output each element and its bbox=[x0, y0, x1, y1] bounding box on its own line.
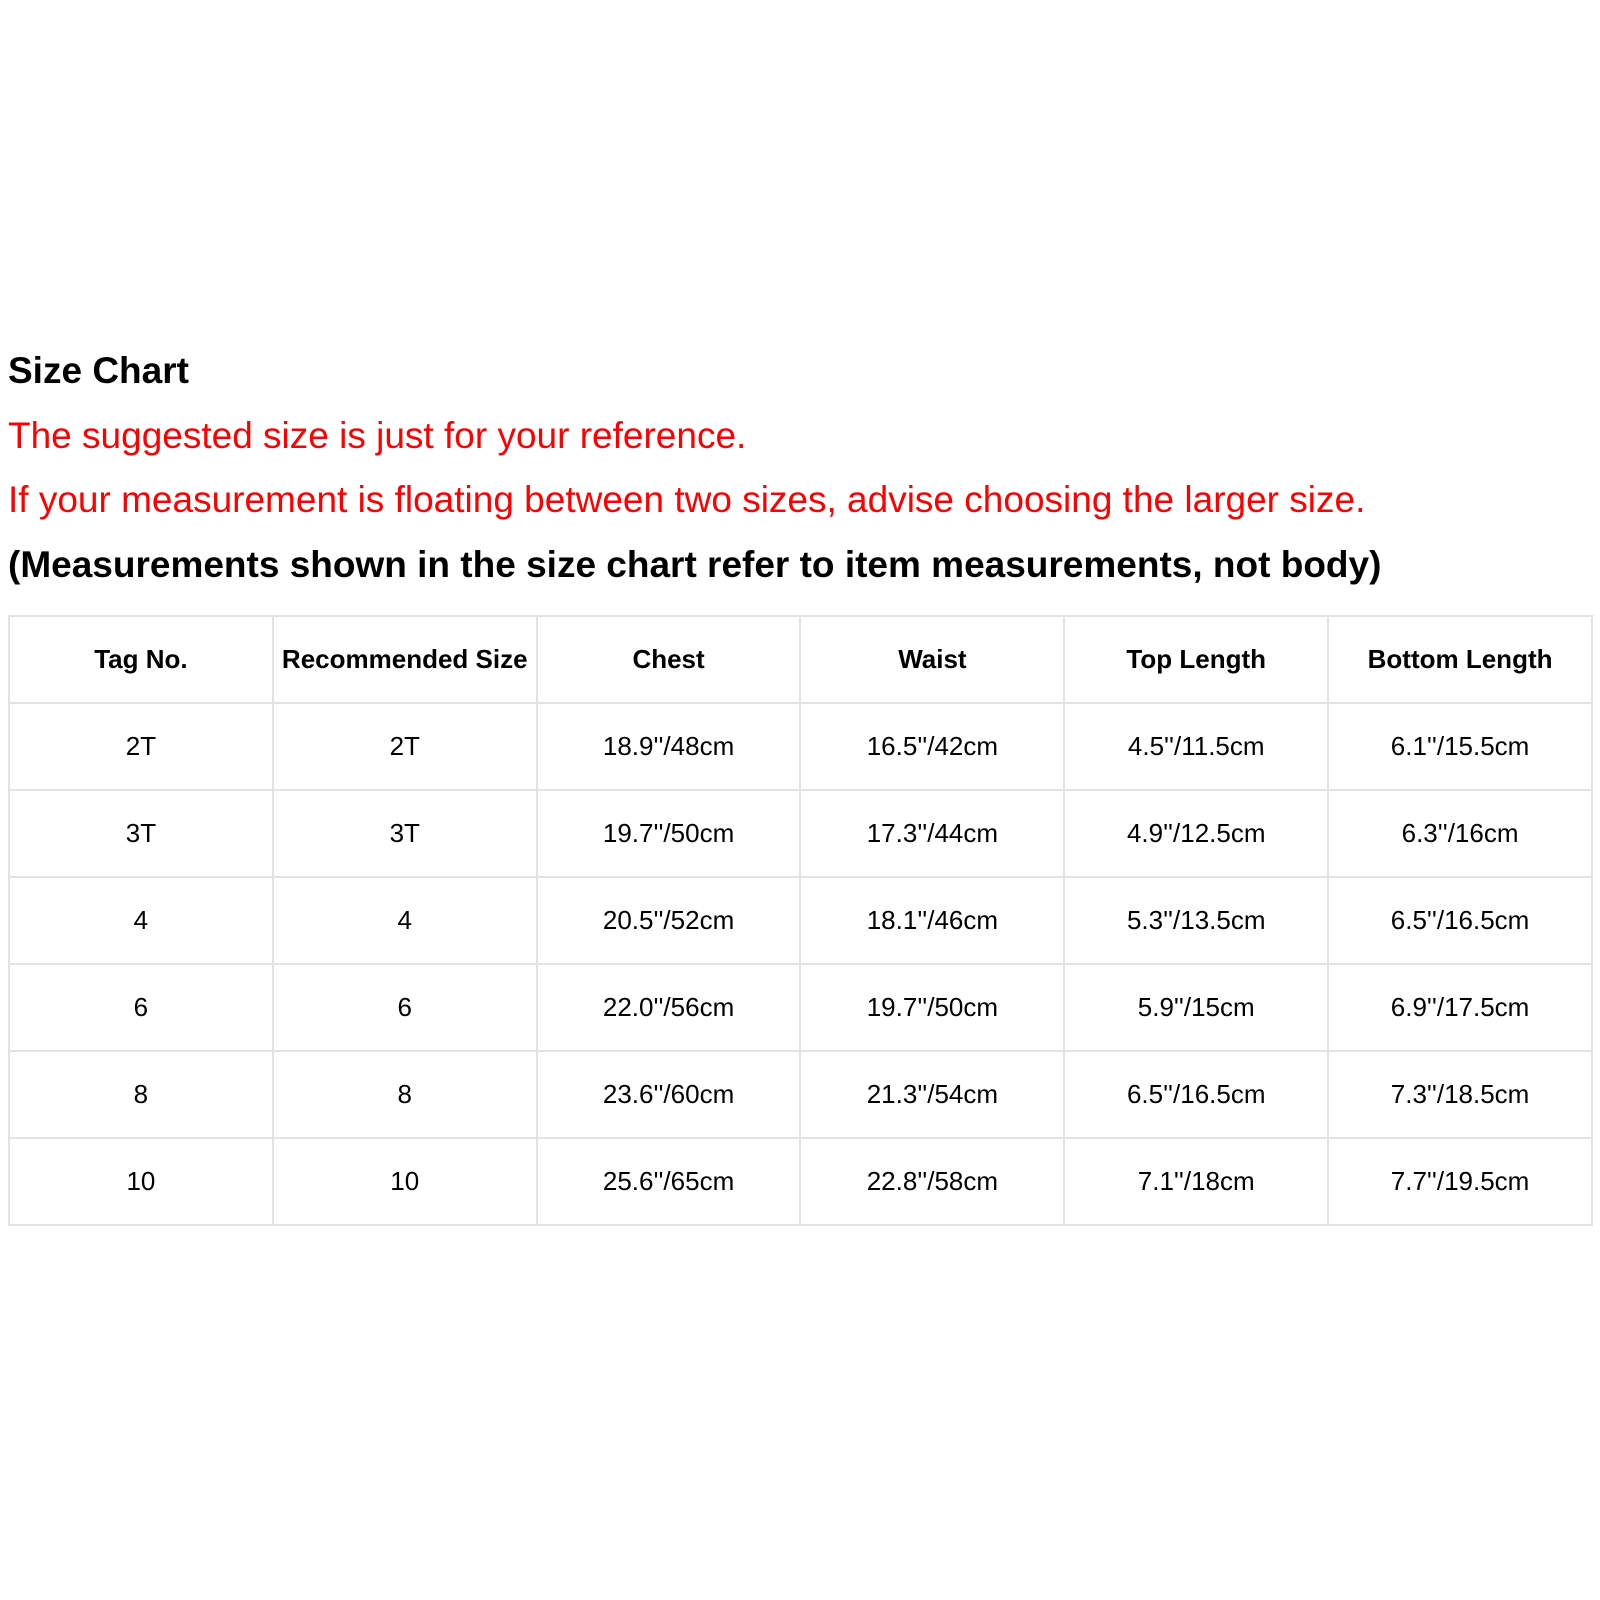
cell-chest: 23.6''/60cm bbox=[537, 1051, 801, 1138]
table-row bbox=[9, 1051, 1592, 1138]
cell-bottom-length: 6.5''/16.5cm bbox=[1328, 877, 1592, 964]
cell-chest: 25.6''/65cm bbox=[537, 1138, 801, 1225]
reference-note: The suggested size is just for your reference. bbox=[8, 415, 747, 456]
cell-bottom-length: 6.1''/15.5cm bbox=[1328, 703, 1592, 790]
cell-waist: 22.8''/58cm bbox=[800, 1138, 1064, 1225]
cell-recommended-size: 6 bbox=[273, 964, 537, 1051]
cell-bottom-length: 7.3''/18.5cm bbox=[1328, 1051, 1592, 1138]
measurement-disclaimer: (Measurements shown in the size chart refer to item measurements, not body) bbox=[8, 544, 1382, 585]
header-bottom-length: Bottom Length bbox=[1328, 616, 1592, 703]
cell-waist: 18.1''/46cm bbox=[800, 877, 1064, 964]
cell-bottom-length: 6.9''/17.5cm bbox=[1328, 964, 1592, 1051]
cell-waist: 21.3''/54cm bbox=[800, 1051, 1064, 1138]
table-row bbox=[9, 964, 1592, 1051]
page-title: Size Chart bbox=[8, 350, 189, 391]
size-table-header bbox=[9, 616, 1592, 703]
cell-chest: 18.9''/48cm bbox=[537, 703, 801, 790]
cell-chest: 20.5''/52cm bbox=[537, 877, 801, 964]
cell-recommended-size: 10 bbox=[273, 1138, 537, 1225]
cell-top-length: 6.5''/16.5cm bbox=[1064, 1051, 1328, 1138]
cell-recommended-size: 3T bbox=[273, 790, 537, 877]
cell-waist: 17.3''/44cm bbox=[800, 790, 1064, 877]
cell-top-length: 7.1''/18cm bbox=[1064, 1138, 1328, 1225]
cell-waist: 19.7''/50cm bbox=[800, 964, 1064, 1051]
cell-tag-no: 3T bbox=[9, 790, 273, 877]
cell-waist: 16.5''/42cm bbox=[800, 703, 1064, 790]
cell-recommended-size: 4 bbox=[273, 877, 537, 964]
cell-tag-no: 8 bbox=[9, 1051, 273, 1138]
header-chest: Chest bbox=[537, 616, 801, 703]
cell-recommended-size: 8 bbox=[273, 1051, 537, 1138]
header-tag-no: Tag No. bbox=[9, 616, 273, 703]
cell-bottom-length: 7.7''/19.5cm bbox=[1328, 1138, 1592, 1225]
header-recommended-size: Recommended Size bbox=[273, 616, 537, 703]
size-table-body bbox=[9, 703, 1592, 1225]
header-waist: Waist bbox=[800, 616, 1064, 703]
table-row bbox=[9, 1138, 1592, 1225]
table-row bbox=[9, 877, 1592, 964]
cell-top-length: 4.5''/11.5cm bbox=[1064, 703, 1328, 790]
header-top-length: Top Length bbox=[1064, 616, 1328, 703]
size-table bbox=[8, 615, 1593, 1226]
cell-tag-no: 4 bbox=[9, 877, 273, 964]
cell-bottom-length: 6.3''/16cm bbox=[1328, 790, 1592, 877]
cell-chest: 22.0''/56cm bbox=[537, 964, 801, 1051]
cell-top-length: 5.9''/15cm bbox=[1064, 964, 1328, 1051]
size-chart-document bbox=[8, 352, 1600, 584]
cell-chest: 19.7''/50cm bbox=[537, 790, 801, 877]
sizing-advice-note: If your measurement is floating between two sizes, advise choosing the larger size. bbox=[8, 479, 1366, 520]
table-row bbox=[9, 790, 1592, 877]
cell-top-length: 4.9''/12.5cm bbox=[1064, 790, 1328, 877]
cell-tag-no: 10 bbox=[9, 1138, 273, 1225]
cell-top-length: 5.3''/13.5cm bbox=[1064, 877, 1328, 964]
header-row bbox=[9, 616, 1592, 703]
cell-recommended-size: 2T bbox=[273, 703, 537, 790]
cell-tag-no: 6 bbox=[9, 964, 273, 1051]
cell-tag-no: 2T bbox=[9, 703, 273, 790]
table-row bbox=[9, 703, 1592, 790]
